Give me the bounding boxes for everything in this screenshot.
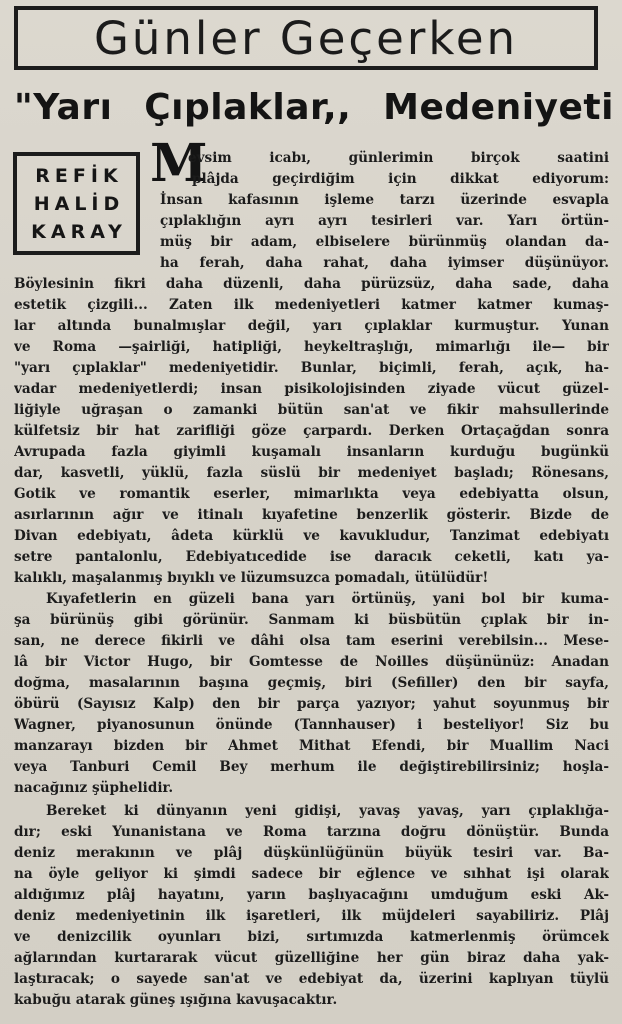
article-line: İnsan kafasının işleme tarzı üzerinde esvapla	[160, 192, 609, 208]
article-line: dır; eski Yunanistana ve Roma tarzına doğru dönüştür. Bunda	[14, 824, 609, 840]
article-line: ve denizcilik oyunları bizi, sırtımızda katmerlenmiş örümcek	[14, 929, 609, 945]
article-line: Wagner, piyanosunun önünde (Tannhauser) i besteliyor! Siz bu	[14, 717, 609, 733]
article-line: dar, kasvetli, yüklü, fazla süslü bir medeniyet başladı; Rönesans,	[14, 465, 609, 481]
headline-word-3: Medeniyeti	[383, 87, 614, 128]
author-middle-name: HALİD	[33, 192, 125, 215]
article-line: lâ bir Victor Hugo, bir Gomtesse de Noilles düşününüz: Anadan	[14, 654, 609, 670]
author-last-name: KARAY	[31, 220, 127, 243]
author-first-name: REFİK	[35, 164, 123, 187]
article-line: estetik çizgili... Zaten ilk medeniyetleri katmer katmer kumaş-	[14, 297, 609, 313]
article-line: çıplaklığın ayrı ayrı tesirleri var. Yarı örtün-	[160, 213, 609, 229]
article-line: Böylesinin fikri daha düzenli, daha pürüzsüz, daha sade, daha	[14, 276, 609, 292]
article-line: manzarayı bizden bir Ahmet Mithat Efendi, bir Muallim Naci	[14, 738, 609, 754]
article-line: evsim icabı, günlerimin birçok saatini	[188, 150, 609, 166]
article-line: müş bir adam, elbiselere bürünmüş olandan da-	[160, 234, 609, 250]
article-line: Divan edebiyatı, âdeta kürklü ve kavukludur, Tanzimat edebiyatı	[14, 528, 609, 544]
article-line: kabuğu atarak güneş ışığına kavuşacaktır.	[14, 992, 338, 1008]
article-line: liğiyle uğraşan o zamanki bütün san'at ve fikir mahsullerinde	[14, 402, 609, 418]
headline	[14, 86, 614, 130]
column-title-box	[14, 6, 598, 70]
article-line: "yarı çıplaklar" medeniyetidir. Bunlar, biçimli, ferah, açık, ha-	[14, 360, 609, 376]
headline-word-2: Çıplaklar,,	[144, 87, 352, 128]
article-line: deniz medeniyetinin ilk işaretleri, ilk müjdeleri sayabiliriz. Plâj	[14, 908, 609, 924]
article-line: na öyle geliyor ki şimdi sadece bir eğlence ve sıhhat işi olarak	[14, 866, 609, 882]
column-title: Günler Geçerken	[93, 11, 519, 65]
article-line: veya Tanburi Cemil Bey merhum ile değiştirebilirsiniz; hoşla-	[14, 759, 609, 775]
author-byline-box	[13, 152, 140, 255]
article-line: doğma, masalarının başına geçmiş, biri (Sefiller) den bir sayfa,	[14, 675, 609, 691]
article-line: Gotik ve romantik eserler, mimarlıkta veya edebiyatta olsun,	[14, 486, 609, 502]
article-line: Bereket ki dünyanın yeni gidişi, yavaş yavaş, yarı çıplaklığa-	[46, 803, 609, 819]
article-line: laştıracak; o sayede san'at ve edebiyat da, üzerini kaplıyan tüylü	[14, 971, 609, 987]
article-line: plâjda geçirdiğim için dikkat ediyorum:	[192, 171, 609, 187]
article-line: külfetsiz bir hat zarifliği göze çarpardı. Derken Ortaçağdan sonra	[14, 423, 609, 439]
drop-cap: M	[150, 133, 208, 194]
headline-word-1: "Yarı	[14, 87, 113, 128]
article-line: nacağınız şüphelidir.	[14, 780, 174, 796]
article-line: Avrupada fazla giyimli kuşamalı insanların kurduğu bugünkü	[14, 444, 609, 460]
article-line: deniz merakının ve plâj düşkünlüğünün büyük tesiri var. Ba-	[14, 845, 609, 861]
article-line: aldığımız plâj hayatını, yarın başlıyacağını umduğum eski Ak-	[14, 887, 609, 903]
article-line: ha ferah, daha rahat, daha iyimser düşünüyor.	[160, 255, 609, 271]
article-line: setre pantalonlu, Edebiyatıcedide ise daracık ceketli, katı ya-	[14, 549, 609, 565]
article-line: asırlarının ağır ve itinalı kıyafetine benzerlik gösterir. Bizde de	[14, 507, 609, 523]
article-line: Kıyafetlerin en güzeli bana yarı örtünüş, yani bol bir kuma-	[46, 591, 609, 607]
article-line: lar altında bunalmışlar değil, yarı çıplaklar kurmuştur. Yunan	[14, 318, 609, 334]
article-line: şa bürünüş gibi görünür. Sanmam ki büsbütün çıplak bir in-	[14, 612, 609, 628]
article-line: vadar medeniyetlerdi; insan pisikolojisinden ziyade vücut güzel-	[14, 381, 609, 397]
article-line: ve Roma —şairliği, hatipliği, heykeltraşlığı, mimarlığı ile— bir	[14, 339, 609, 355]
article-line: öbürü (Sayısız Kalp) den bir parça yazıyor; yahut soyunmuş bir	[14, 696, 609, 712]
article-line: ağlarından kurtararak vücut güzelliğine her gün biraz daha yak-	[14, 950, 609, 966]
article-line: kalıklı, maşalanmış bıyıklı ve lüzumsuzca pomadalı, ütülüdür!	[14, 570, 489, 586]
article-line: san, ne derece fikirli ve dâhi olsa tam eserini verebilsin... Mese-	[14, 633, 609, 649]
